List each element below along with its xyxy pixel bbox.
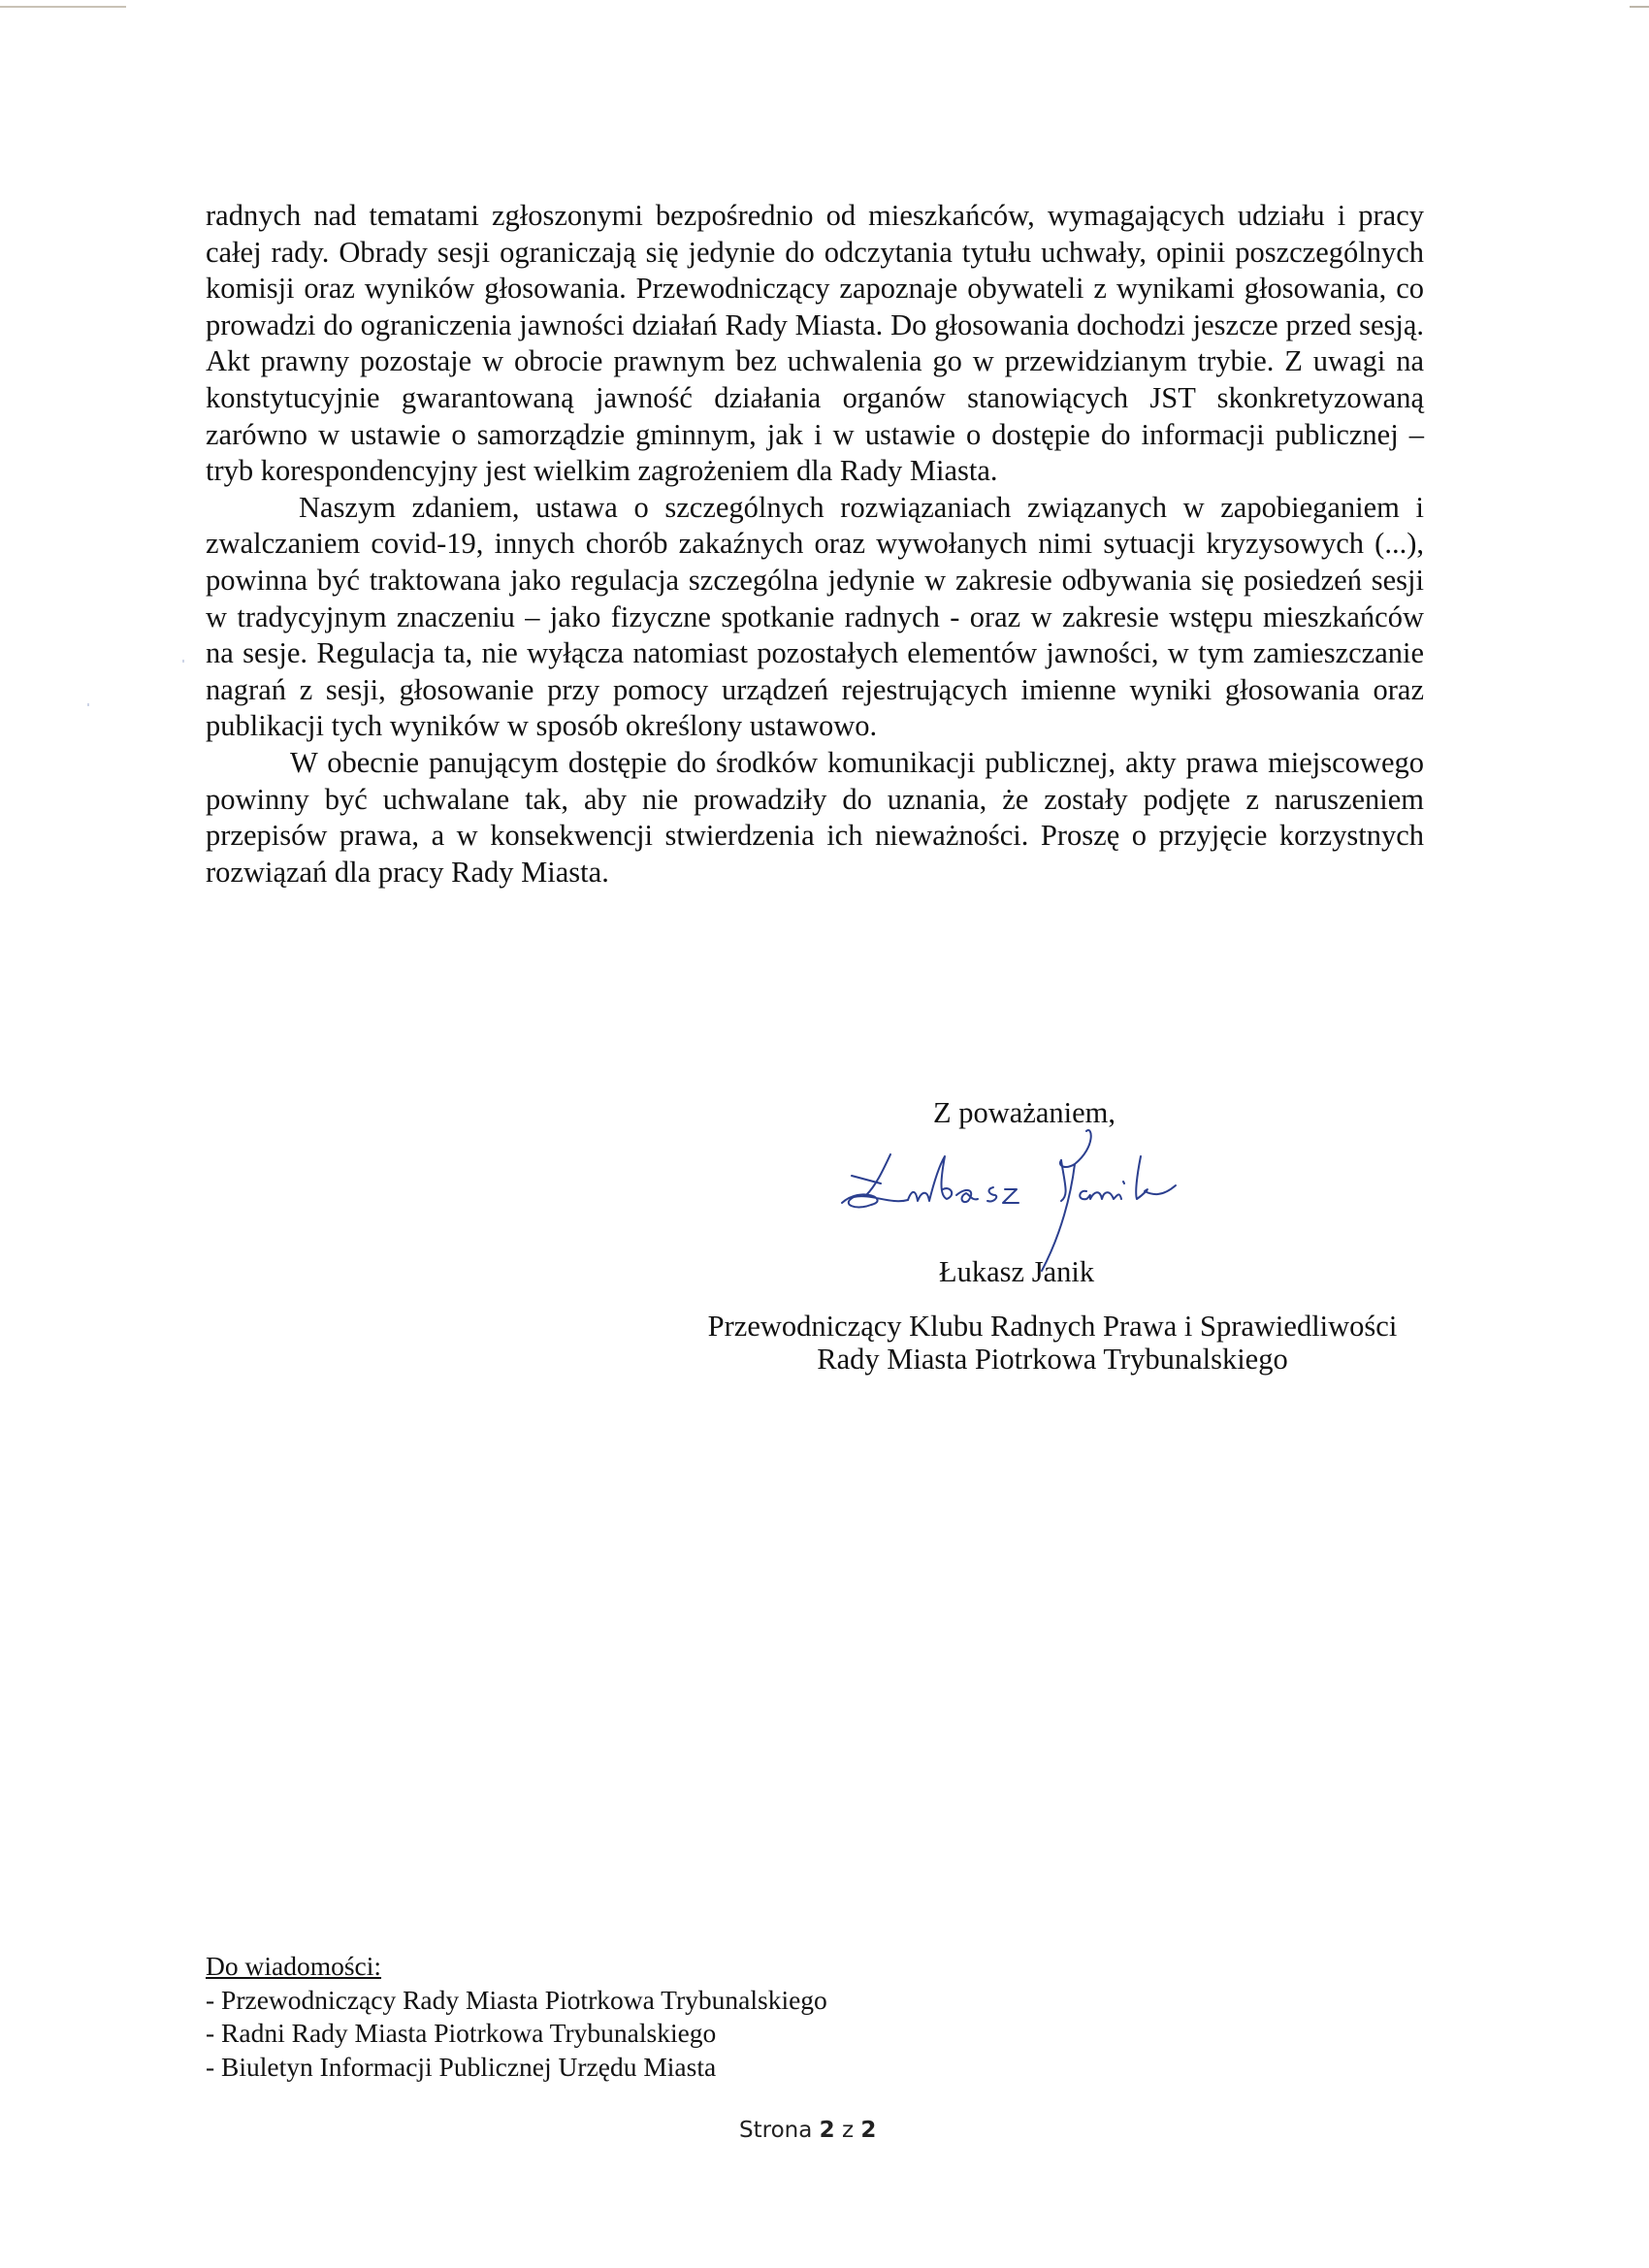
page-number-total: 2 (860, 2118, 877, 2143)
handwritten-signature (832, 1127, 1211, 1273)
signer-title (640, 1310, 1465, 1376)
scan-edge-mark (1630, 6, 1649, 8)
paragraph-2: Naszym zdaniem, ustawa o szczególnych rozwiązaniach związanych w zapobieganiem i zwalczaniem covid-19, innych chorób zakaźnych oraz wywołanych nimi sytuacji kryzysowych (...), powinna być traktowana jako regulacja szczególna jedynie w zakresie odbywania się posiedzeń sesji w tradycyjnym znaczeniu – jako fizyczne spotkanie radnych - oraz w zakresie wstępu mieszkańców na sesje. Regulacja ta, nie wyłącza natomiast pozostałych elementów jawności, w tym zamieszczanie nagrań z sesji, głosowanie przy pomocy urządzeń rejestrujących imienne wyniki głosowania oraz publikacji tych wyników w sposób określony ustawowo. (206, 490, 1424, 743)
cc-item: - Radni Rady Miasta Piotrkowa Trybunalskiego (206, 2018, 717, 2048)
signer-name: Łukasz Janik (939, 1255, 1095, 1288)
closing-salutation: Z poważaniem, (933, 1096, 1116, 1129)
signer-title-line1: Przewodniczący Klubu Radnych Prawa i Sprawiedliwości (707, 1310, 1398, 1343)
page-number (739, 2118, 876, 2143)
cc-item: - Przewodniczący Rady Miasta Piotrkowa Trybunalskiego (206, 1984, 827, 2015)
paragraph-3: W obecnie panującym dostępie do środków komunikacji publicznej, akty prawa miejscowego powinny być uchwalane tak, aby nie prowadziły do uznania, że zostały podjęte z naruszeniem przepisów prawa, a w konsekwencji stwierdzenia ich nieważności. Proszę o przyjęcie korzystnych rozwiązań dla pracy Rady Miasta. (206, 745, 1424, 889)
scan-edge-mark (0, 6, 126, 8)
cc-list (206, 1984, 827, 2085)
signer-title-line2: Rady Miasta Piotrkowa Trybunalskiego (817, 1343, 1288, 1376)
cc-heading: Do wiadomości: (206, 1951, 382, 1981)
page-number-prefix: Strona (739, 2118, 813, 2143)
scan-speck (182, 660, 184, 663)
paragraph-1: radnych nad tematami zgłoszonymi bezpośrednio od mieszkańców, wymagających udziału i pracy całej rady. Obrady sesji ograniczają się jedynie do odczytania tytułu uchwały, opinii poszczególnych komisji oraz wyników głosowania. Przewodniczący zapoznaje obywateli z wynikami głosowania, co prowadzi do ograniczenia jawności działań Rady Miasta. Do głosowania dochodzi jeszcze przed sesją. Akt prawny pozostaje w obrocie prawnym bez uchwalenia go w przewidzianym trybie. Z uwagi na konstytucyjnie gwarantowaną jawność działania organów stanowiących JST skonkretyzowaną zarówno w ustawie o samorządzie gminnym, jak i w ustawie o dostępie do informacji publicznej – tryb korespondencyjny jest wielkim zagrożeniem dla Rady Miasta. (206, 199, 1424, 488)
cc-section (206, 1950, 827, 2084)
page-number-separator: z (841, 2118, 855, 2143)
letter-body (206, 198, 1424, 891)
scan-speck (87, 703, 89, 706)
cc-item: - Biuletyn Informacji Publicznej Urzędu Miasta (206, 2051, 717, 2082)
page-number-current: 2 (819, 2118, 835, 2143)
